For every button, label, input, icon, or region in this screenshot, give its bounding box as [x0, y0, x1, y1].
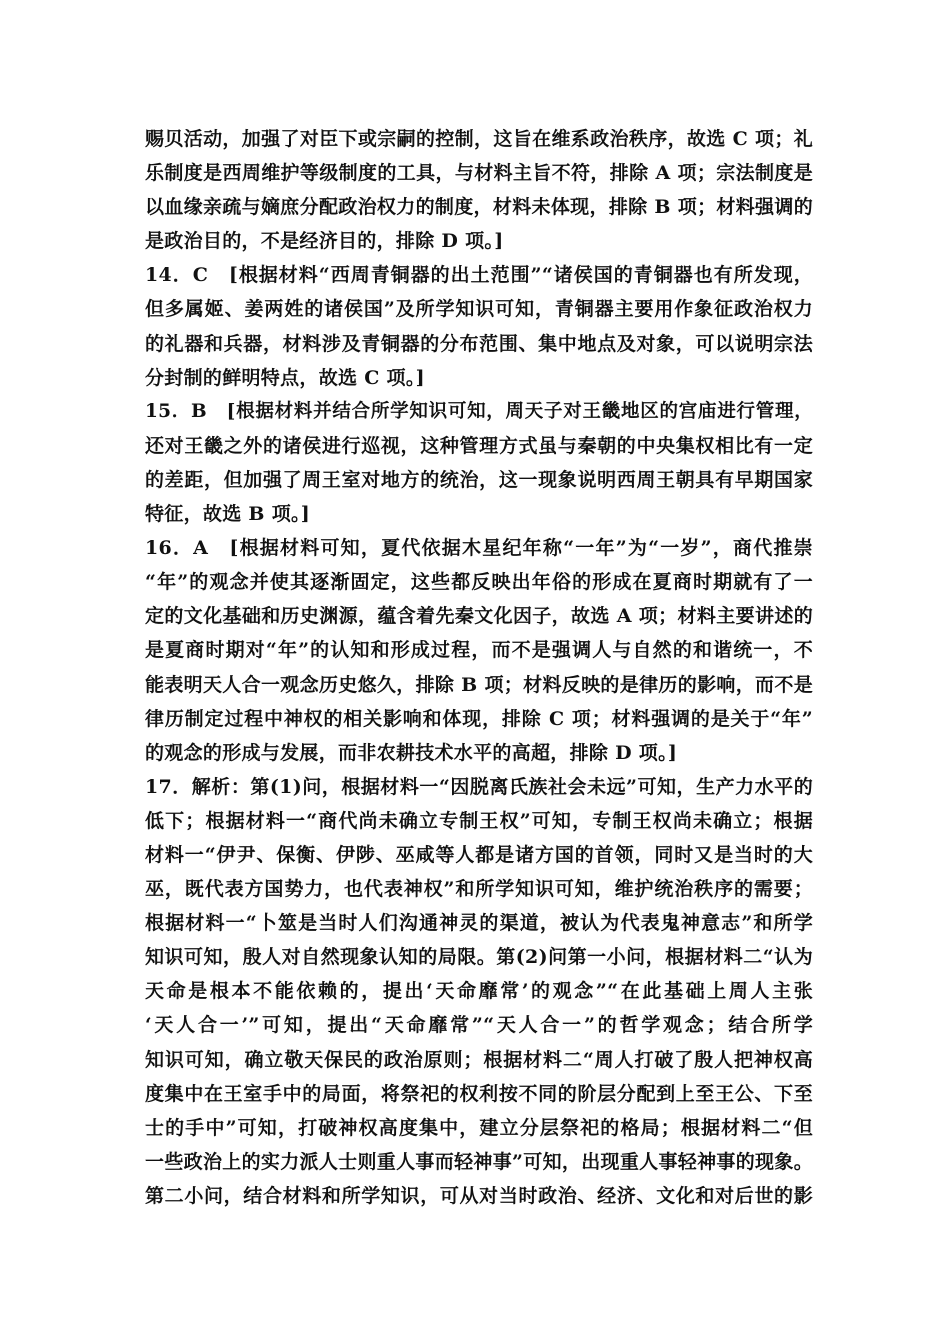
text-line: 以血缘亲疏与嫡庶分配政治权力的制度，材料未体现，排除 B 项；材料强调的: [145, 196, 813, 219]
text-line: 但多属姬、姜两姓的诸侯国”及所学知识可知，青铜器主要用作象征政治权力: [145, 298, 813, 321]
text-line: 根据材料一“卜筮是当时人们沟通神灵的渠道，被认为代表鬼神意志”和所学: [145, 912, 813, 935]
text-line: 度集中在王室手中的局面，将祭祀的权利按不同的阶层分配到上至王公、下至: [145, 1082, 813, 1105]
text-line: 15．B [根据材料并结合所学知识可知，周天子对王畿地区的宫庙进行管理，: [145, 400, 813, 422]
text-line: 分封制的鲜明特点，故选 C 项。]: [145, 366, 425, 389]
text-line: 材料一“伊尹、保衡、伊陟、巫咸等人都是诸方国的首领，同时又是当时的大: [145, 843, 813, 866]
text-line: 特征，故选 B 项。]: [145, 503, 311, 526]
text-line: 巫，既代表方国势力，也代表神权”和所学知识可知，维护统治秩序的需要；: [145, 878, 813, 901]
text-line: 还对王畿之外的诸侯进行巡视，这种管理方式虽与秦朝的中央集权相比有一定: [145, 434, 813, 457]
answer-text-body: [145, 122, 813, 1213]
text-line: 第二小问，结合材料和所学知识，可从对当时政治、经济、文化和对后世的影: [145, 1184, 813, 1207]
text-line: 赐贝活动，加强了对臣下或宗嗣的控制，这旨在维系政治秩序，故选 C 项；礼: [145, 128, 813, 150]
text-line: 低下；根据材料一“商代尚未确立专制王权”可知，专制王权尚未确立；根据: [145, 809, 813, 832]
text-line: 14．C [根据材料“西周青铜器的出土范围”“诸侯国的青铜器也有所发现，: [145, 264, 813, 287]
text-line: 是政治目的，不是经济目的，排除 D 项。]: [145, 230, 504, 253]
text-line: 律历制定过程中神权的相关影响和体现，排除 C 项；材料强调的是关于“年”: [145, 707, 813, 730]
text-line: 是夏商时期对“年”的认知和形成过程，而不是强调人与自然的和谐统一，不: [145, 639, 813, 662]
text-line: 的礼器和兵器，材料涉及青铜器的分布范围、集中地点及对象，可以说明宗法: [145, 332, 813, 355]
text-line: 乐制度是西周维护等级制度的工具，与材料主旨不符，排除 A 项；宗法制度是: [145, 162, 813, 185]
text-line: 天命是根本不能依赖的，提出‘天命靡常’的观念”“在此基础上周人主张: [145, 980, 813, 1003]
text-line: 定的文化基础和历史渊源，蕴含着先秦文化因子，故选 A 项；材料主要讲述的: [145, 605, 813, 628]
text-line: 16．A [根据材料可知，夏代依据木星纪年称“一年”为“一岁”，商代推崇: [145, 537, 813, 560]
text-line: 士的手中”可知，打破神权高度集中，建立分层祭祀的格局；根据材料二“但: [145, 1116, 813, 1139]
text-line: 一些政治上的实力派人士则重人事而轻神事”可知，出现重人事轻神事的现象。: [145, 1150, 813, 1173]
text-line: 能表明天人合一观念历史悠久，排除 B 项；材料反映的是律历的影响，而不是: [145, 673, 813, 696]
text-line: “年”的观念并使其逐渐固定，这些都反映出年俗的形成在夏商时期就有了一: [145, 571, 813, 594]
text-line: 17．解析：第(1)问，根据材料一“因脱离氏族社会未远”可知，生产力水平的: [145, 775, 813, 798]
text-line: ‘天人合一’”可知，提出“天命靡常”“天人合一”的哲学观念；结合所学: [145, 1014, 813, 1037]
text-line: 的差距，但加强了周王室对地方的统治，这一现象说明西周王朝具有早期国家: [145, 468, 813, 491]
text-line: 知识可知，殷人对自然现象认知的局限。第(2)问第一小问，根据材料二“认为: [145, 946, 813, 969]
text-line: 知识可知，确立敬天保民的政治原则；根据材料二“周人打破了殷人把神权高: [145, 1048, 813, 1071]
text-line: 的观念的形成与发展，而非农耕技术水平的高超，排除 D 项。]: [145, 741, 678, 764]
